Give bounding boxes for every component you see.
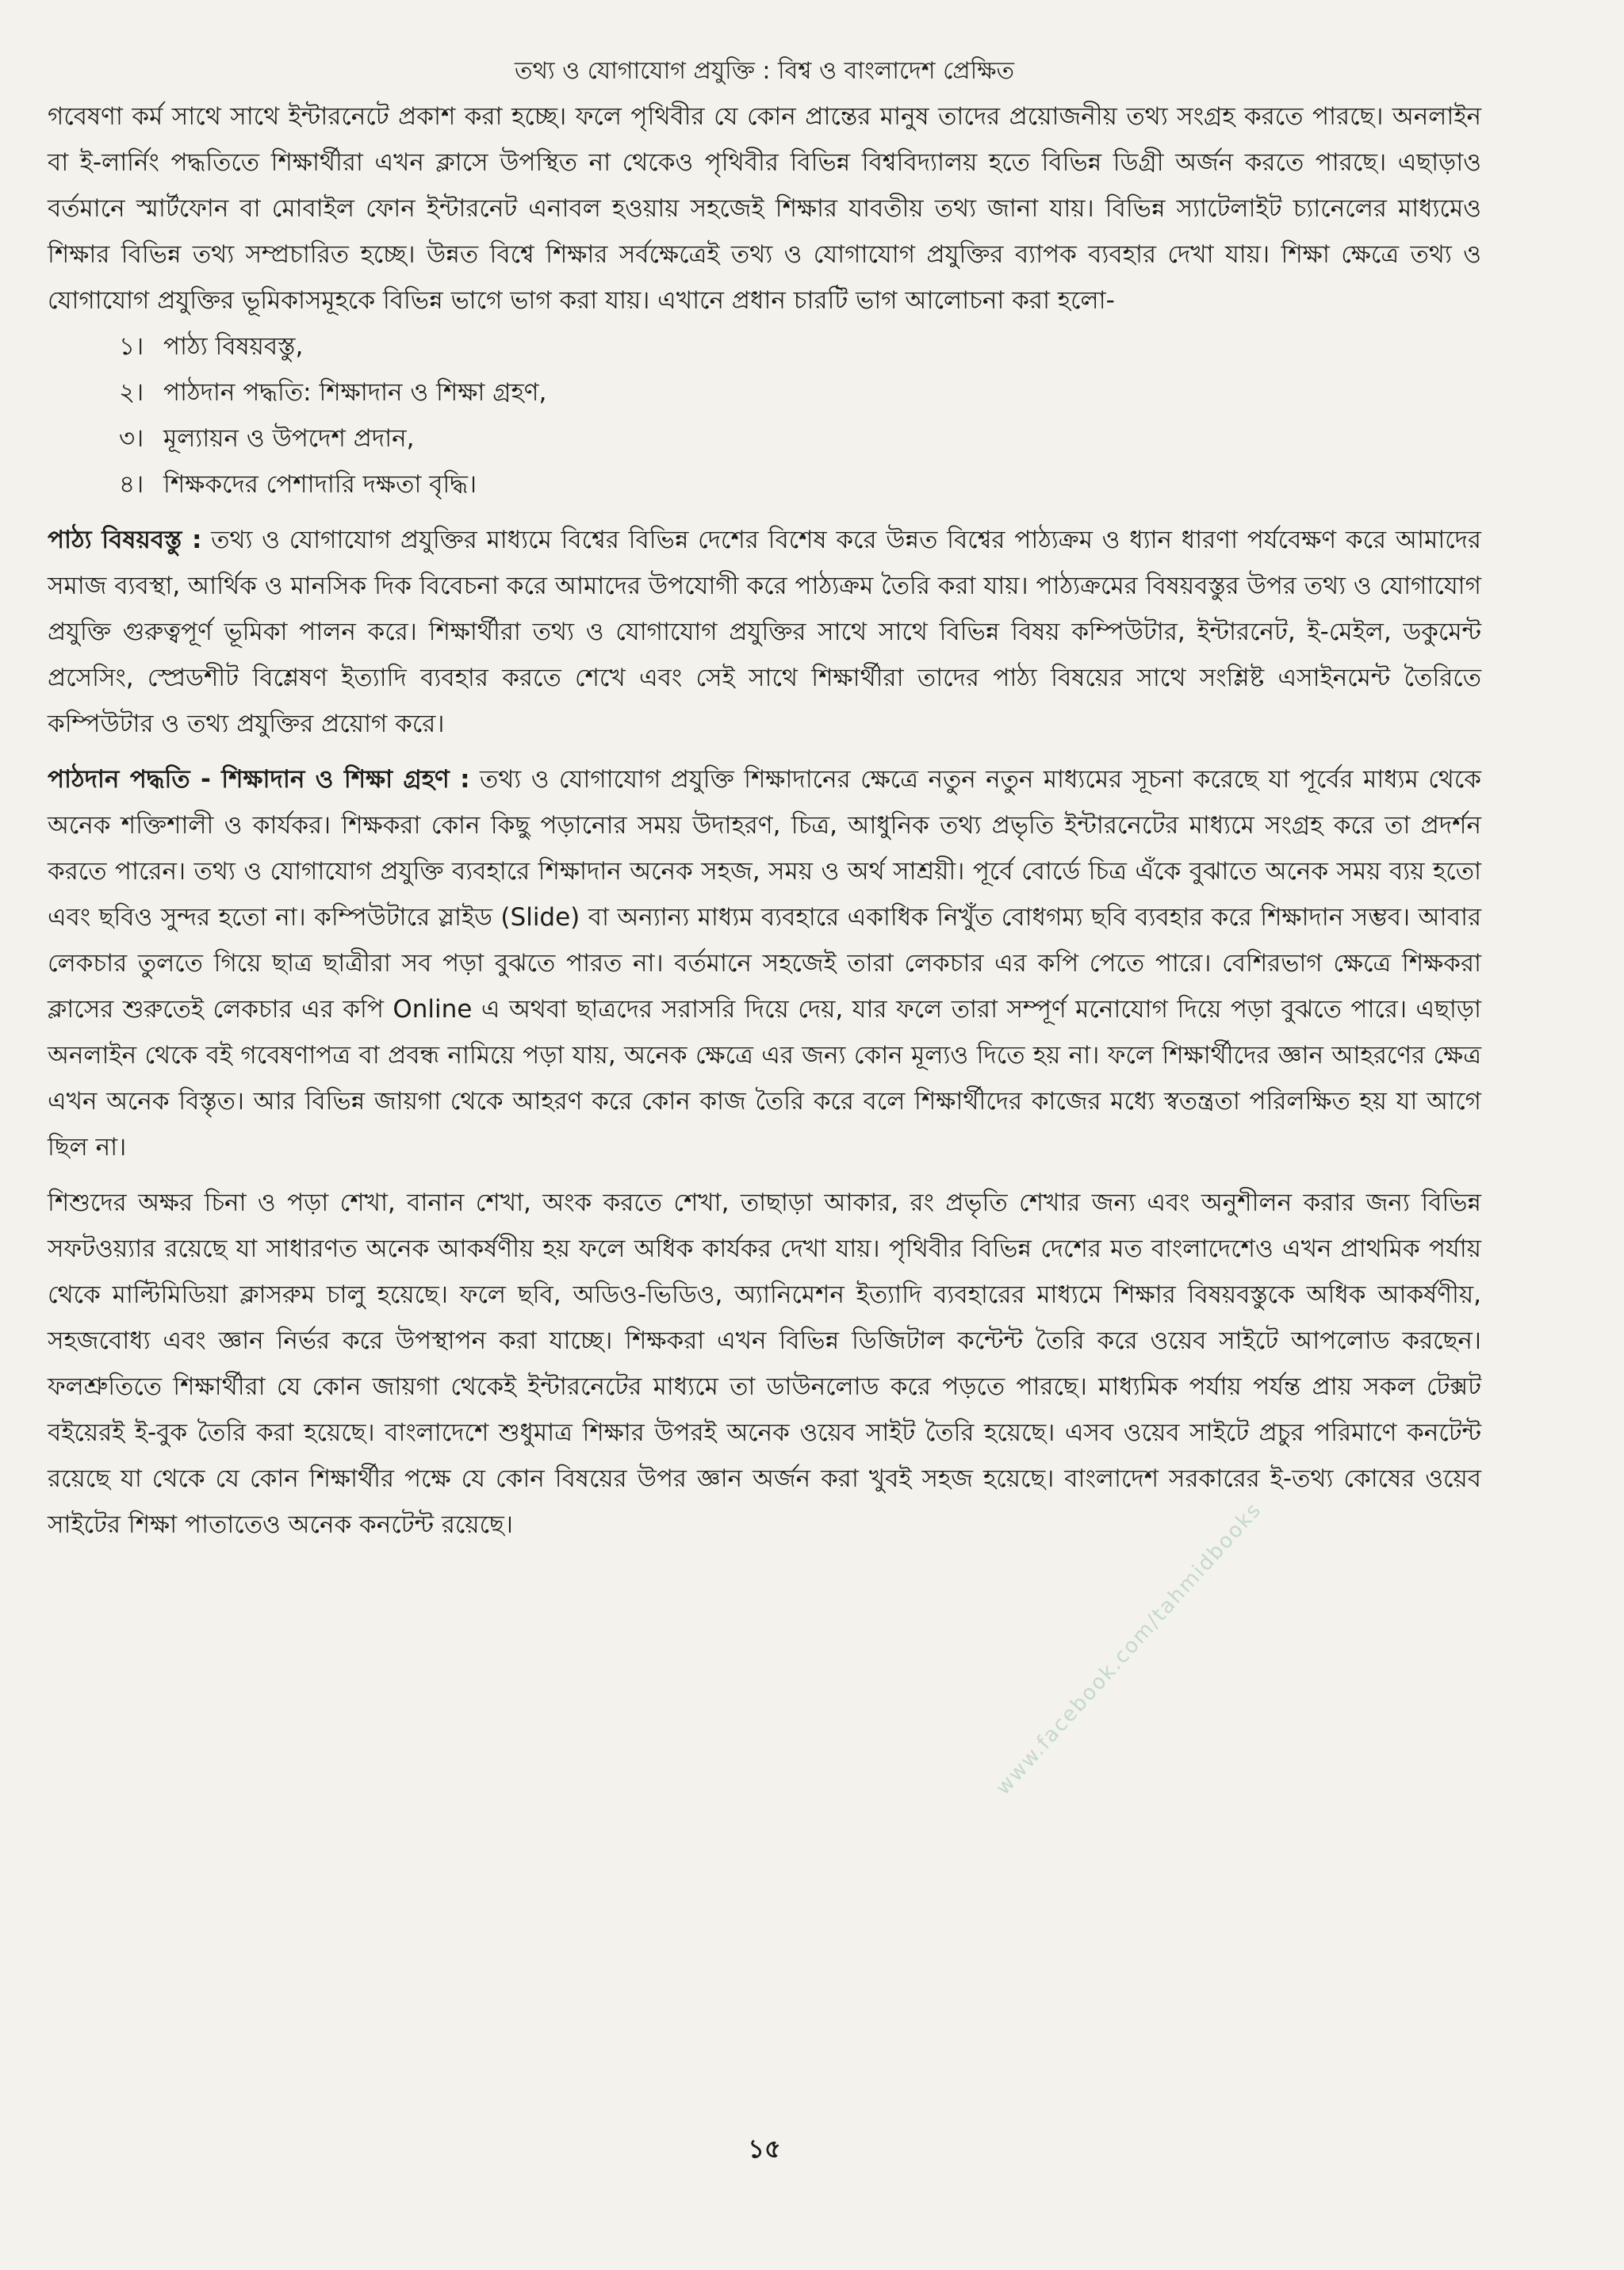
intro-paragraph: গবেষণা কর্ম সাথে সাথে ইন্টারনেটে প্রকাশ করা হচ্ছে। ফলে পৃথিবীর যে কোন প্রান্তের মানুষ তাদের প্রয়োজনীয় তথ্য সংগ্রহ করতে পারছে। অনলাইন বা ই-লার্নিং পদ্ধতিতে শিক্ষার্থীরা এখন ক্লাসে উপস্থিত না থেকেও পৃথিবীর বিভিন্ন বিশ্ববিদ্যালয় হতে বিভিন্ন ডিগ্রী অর্জন করতে পারছে। এছাড়াও বর্তমানে স্মার্টফোন বা মোবাইল ফোন ইন্টারনেট এনাবল হওয়ায় সহজেই শিক্ষার যাবতীয় তথ্য জানা যায়। বিভিন্ন স্যাটেলাইট চ্যানেলের মাধ্যমেও শিক্ষার বিভিন্ন তথ্য সম্প্রচারিত হচ্ছে। উন্নত বিশ্বে শিক্ষার সর্বক্ষেত্রেই তথ্য ও যোগাযোগ প্রযুক্তির ব্যাপক ব্যবহার দেখা যায়। শিক্ষা ক্ষেত্রে তথ্য ও যোগাযোগ প্রযুক্তির ভূমিকাসমূহকে বিভিন্ন ভাগে ভাগ করা যায়। এখানে প্রধান চারটি ভাগ আলোচনা করা হলো- xyxy=(48,102,1482,315)
topic-list xyxy=(48,323,1481,507)
list-item-number: ৩। xyxy=(119,424,144,453)
section-heading: পাঠদান পদ্ধতি - শিক্ষাদান ও শিক্ষা গ্রহণ : xyxy=(48,765,470,794)
section-body: তথ্য ও যোগাযোগ প্রযুক্তির মাধ্যমে বিশ্বের বিভিন্ন দেশের বিশেষ করে উন্নত বিশ্বের পাঠ্যক্রম ও ধ্যান ধারণা পর্যবেক্ষণ করে আমাদের সমাজ ব্যবস্থা, আর্থিক ও মানসিক দিক বিবেচনা করে আমাদের উপযোগী করে পাঠ্যক্রম তৈরি করা যায়। পাঠ্যক্রমের বিষয়বস্তুর উপর তথ্য ও যোগাযোগ প্রযুক্তি গুরুত্বপূর্ণ ভূমিকা পালন করে। শিক্ষার্থীরা তথ্য ও যোগাযোগ প্রযুক্তির সাথে সাথে বিভিন্ন বিষয় কম্পিউটার, ইন্টারনেট, ই-মেইল, ডকুমেন্ট প্রসেসিং, স্প্রেডশীট বিশ্লেষণ ইত্যাদি ব্যবহার করতে শেখে এবং সেই সাথে শিক্ষার্থীরা তাদের পাঠ্য বিষয়ের সাথে সংশ্লিষ্ট এসাইনমেন্ট তৈরিতে কম্পিউটার ও তথ্য প্রযুক্তির প্রয়োগ করে। xyxy=(48,526,1481,738)
list-item xyxy=(119,323,1481,369)
page xyxy=(48,56,1481,2212)
list-item-text: শিক্ষকদের পেশাদারি দক্ষতা বৃদ্ধি। xyxy=(163,470,477,499)
section-body: শিশুদের অক্ষর চিনা ও পড়া শেখা, বানান শেখা, অংক করতে শেখা, তাছাড়া আকার, রং প্রভৃতি শেখার জন্য এবং অনুশীলন করার জন্য বিভিন্ন সফটওয়্যার রয়েছে যা সাধারণত অনেক আকর্ষণীয় হয় ফলে অধিক কার্যকর দেখা যায়। পৃথিবীর বিভিন্ন দেশের মত বাংলাদেশেও এখন প্রাথমিক পর্যায় থেকে মাল্টিমিডিয়া ক্লাসরুম চালু হয়েছে। ফলে ছবি, অডিও-ভিডিও, অ্যানিমেশন ইত্যাদি ব্যবহারের মাধ্যমে শিক্ষার বিষয়বস্তুকে অধিক আকর্ষণীয়, সহজবোধ্য এবং জ্ঞান নির্ভর করে উপস্থাপন করা যাচ্ছে। শিক্ষকরা এখন বিভিন্ন ডিজিটাল কন্টেন্ট তৈরি করে ওয়েব সাইটে আপলোড করছেন। ফলশ্রুতিতে শিক্ষার্থীরা যে কোন জায়গা থেকেই ইন্টারনেটের মাধ্যমে তা ডাউনলোড করে পড়তে পারছে। মাধ্যমিক পর্যায় পর্যন্ত প্রায় সকল টেক্সট বইয়েরই ই-বুক তৈরি করা হয়েছে। বাংলাদেশে শুধুমাত্র শিক্ষার উপরই অনেক ওয়েব সাইট তৈরি হয়েছে। এসব ওয়েব সাইটে প্রচুর পরিমাণে কনটেন্ট রয়েছে যা থেকে যে কোন শিক্ষার্থীর পক্ষে যে কোন বিষয়ের উপর জ্ঞান অর্জন করা খুবই সহজ হয়েছে। বাংলাদেশ সরকারের ই-তথ্য কোষের ওয়েব সাইটের শিক্ষা পাতাতেও অনেক কনটেন্ট রয়েছে। xyxy=(48,1189,1481,1539)
list-item xyxy=(119,369,1481,415)
running-header: তথ্য ও যোগাযোগ প্রযুক্তি : বিশ্ব ও বাংলাদেশ প্রেক্ষিত xyxy=(514,57,1015,85)
list-item-text: পাঠ্য বিষয়বস্তু, xyxy=(163,332,304,361)
section-body: তথ্য ও যোগাযোগ প্রযুক্তি শিক্ষাদানের ক্ষেত্রে নতুন নতুন মাধ্যমের সূচনা করেছে যা পূর্বের মাধ্যম থেকে অনেক শক্তিশালী ও কার্যকর। শিক্ষকরা কোন কিছু পড়ানোর সময় উদাহরণ, চিত্র, আধুনিক তথ্য প্রভৃতি ইন্টারনেটের মাধ্যমে সংগ্রহ করে তা প্রদর্শন করতে পারেন। তথ্য ও যোগাযোগ প্রযুক্তি ব্যবহারে শিক্ষাদান অনেক সহজ, সময় ও অর্থ সাশ্রয়ী। পূর্বে বোর্ডে চিত্র এঁকে বুঝাতে অনেক সময় ব্যয় হতো এবং ছবিও সুন্দর হতো না। কম্পিউটারে স্লাইড (Slide) বা অন্যান্য মাধ্যম ব্যবহারে একাধিক নিখুঁত বোধগম্য ছবি ব্যবহার করে শিক্ষাদান সম্ভব। আবার লেকচার তুলতে গিয়ে ছাত্র ছাত্রীরা সব পড়া বুঝতে পারত না। বর্তমানে সহজেই তারা লেকচার এর কপি পেতে পারে। বেশিরভাগ ক্ষেত্রে শিক্ষকরা ক্লাসের শুরুতেই লেকচার এর কপি Online এ অথবা ছাত্রদের সরাসরি দিয়ে দেয়, যার ফলে তারা সম্পূর্ণ মনোযোগ দিয়ে পড়া বুঝতে পারে। এছাড়া অনলাইন থেকে বই গবেষণাপত্র বা প্রবন্ধ নামিয়ে পড়া যায়, অনেক ক্ষেত্রে এর জন্য কোন মূল্যও দিতে হয় না। ফলে শিক্ষার্থীদের জ্ঞান আহরণের ক্ষেত্র এখন অনেক বিস্তৃত। আর বিভিন্ন জায়গা থেকে আহরণ করে কোন কাজ তৈরি করে বলে শিক্ষার্থীদের কাজের মধ্যে স্বতন্ত্রতা পরিলক্ষিত হয় যা আগে ছিল না। xyxy=(48,765,1481,1162)
list-item-number: ১। xyxy=(119,332,144,361)
list-item-text: পাঠদান পদ্ধতি: শিক্ষাদান ও শিক্ষা গ্রহণ, xyxy=(163,378,547,407)
list-item xyxy=(119,461,1481,507)
section-curriculum xyxy=(48,517,1481,747)
list-item xyxy=(119,415,1481,461)
section-heading: পাঠ্য বিষয়বস্তু : xyxy=(48,526,202,554)
watermark: www.facebook.com/tahmidbooks xyxy=(991,1498,1267,1801)
page-number: ১৫ xyxy=(748,2134,781,2164)
section-teaching-method xyxy=(48,756,1481,1170)
list-item-text: মূল্যায়ন ও উপদেশ প্রদান, xyxy=(163,424,415,453)
list-item-number: ৪। xyxy=(119,470,144,499)
list-item-number: ২। xyxy=(119,378,144,407)
